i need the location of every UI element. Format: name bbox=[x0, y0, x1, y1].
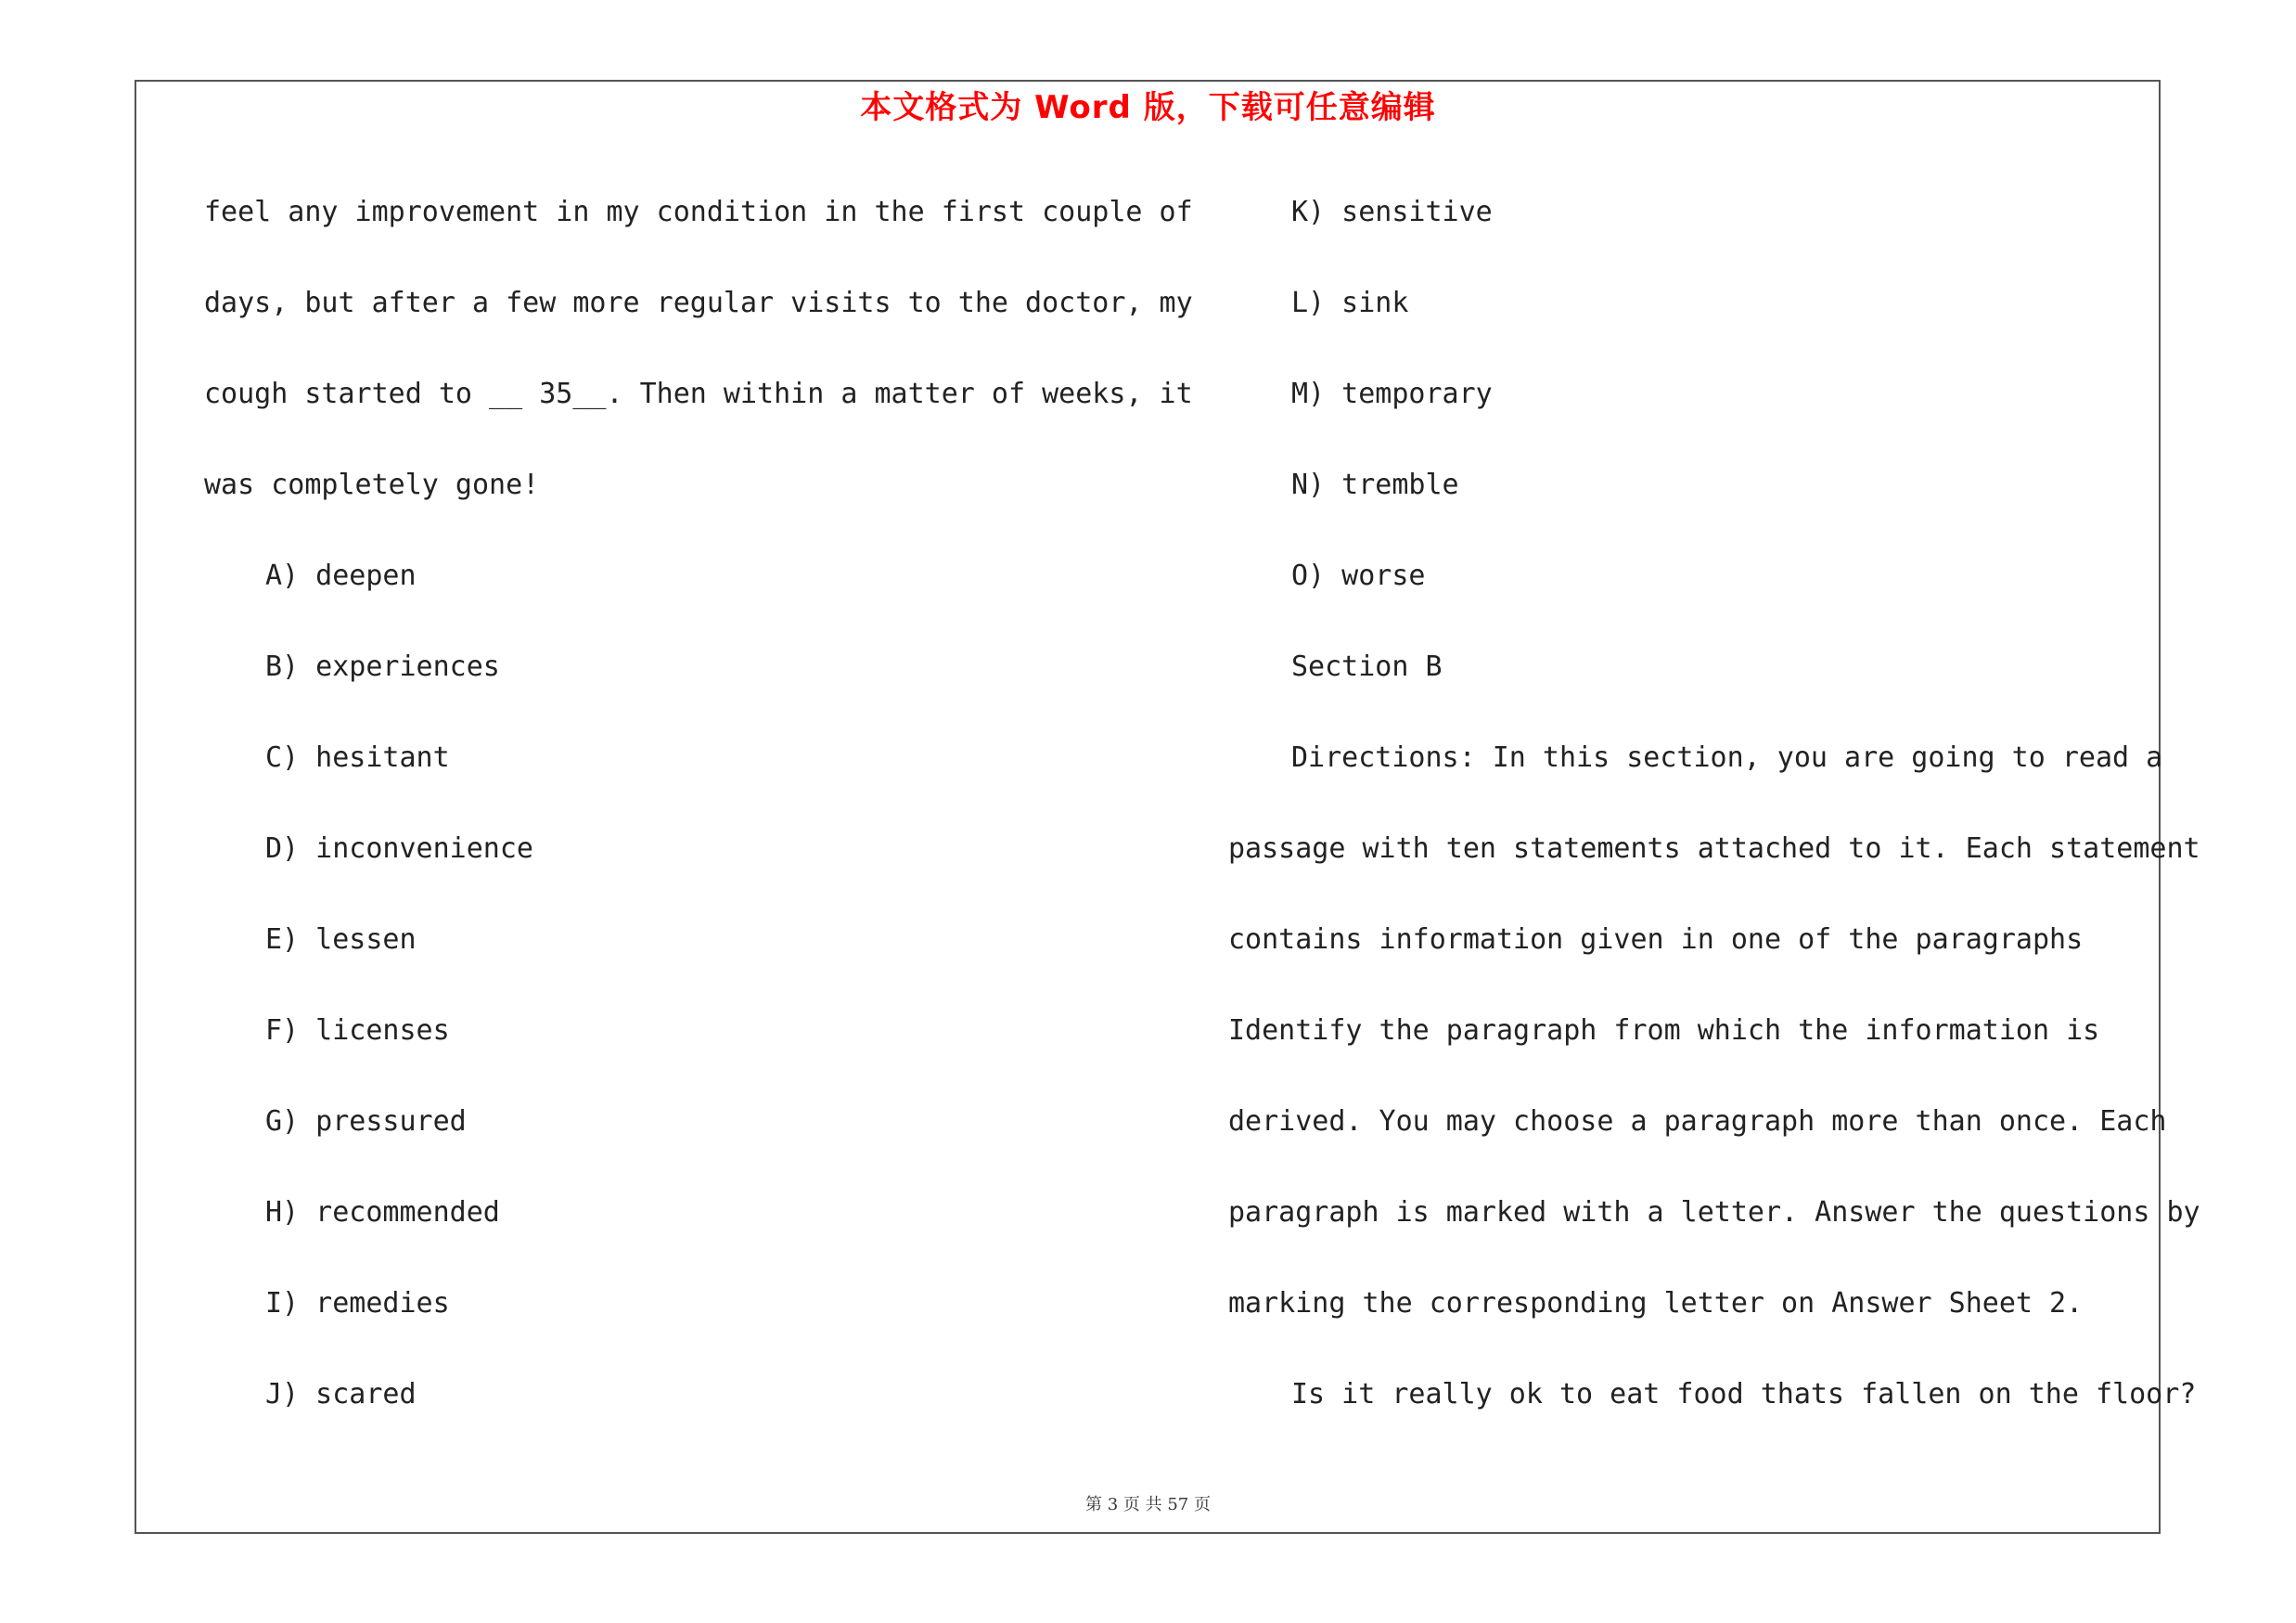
option-f: F) licenses bbox=[265, 1014, 450, 1047]
option-k: K) sensitive bbox=[1291, 196, 1493, 228]
directions-line: passage with ten statements attached to it. Each statement bbox=[1228, 832, 2200, 865]
directions-line: derived. You may choose a paragraph more than once. Each bbox=[1228, 1105, 2167, 1138]
option-d: D) inconvenience bbox=[265, 832, 533, 865]
option-m: M) temporary bbox=[1291, 378, 1493, 410]
option-h: H) recommended bbox=[265, 1196, 500, 1229]
word-format-notice: 本文格式为 Word 版，下载可任意编辑 bbox=[860, 89, 1436, 126]
directions-line: Identify the paragraph from which the information is bbox=[1228, 1014, 2100, 1047]
option-e: E) lessen bbox=[265, 923, 417, 956]
option-i: I) remedies bbox=[265, 1287, 450, 1320]
directions-line: contains information given in one of the paragraphs bbox=[1228, 923, 2084, 956]
passage-line: days, but after a few more regular visits to the doctor, my bbox=[204, 287, 1193, 319]
passage-title: Is it really ok to eat food thats fallen on the floor? bbox=[1291, 1378, 2197, 1410]
passage-line: was completely gone! bbox=[204, 469, 540, 501]
option-n: N) tremble bbox=[1291, 469, 1459, 501]
option-j: J) scared bbox=[265, 1378, 417, 1410]
directions-line: marking the corresponding letter on Answer Sheet 2. bbox=[1228, 1287, 2084, 1320]
directions-line: Directions: In this section, you are going to read a bbox=[1291, 741, 2163, 774]
option-g: G) pressured bbox=[265, 1105, 467, 1138]
option-a: A) deepen bbox=[265, 560, 417, 592]
passage-line: cough started to __ 35__. Then within a matter of weeks, it bbox=[204, 378, 1193, 410]
directions-line: paragraph is marked with a letter. Answer the questions by bbox=[1228, 1196, 2200, 1229]
section-title: Section B bbox=[1291, 650, 1443, 683]
option-o: O) worse bbox=[1291, 560, 1426, 592]
option-l: L) sink bbox=[1291, 287, 1409, 319]
passage-line: feel any improvement in my condition in the first couple of bbox=[204, 196, 1193, 228]
page-number: 第 3 页 共 57 页 bbox=[1085, 1495, 1211, 1514]
option-c: C) hesitant bbox=[265, 741, 450, 774]
option-b: B) experiences bbox=[265, 650, 500, 683]
